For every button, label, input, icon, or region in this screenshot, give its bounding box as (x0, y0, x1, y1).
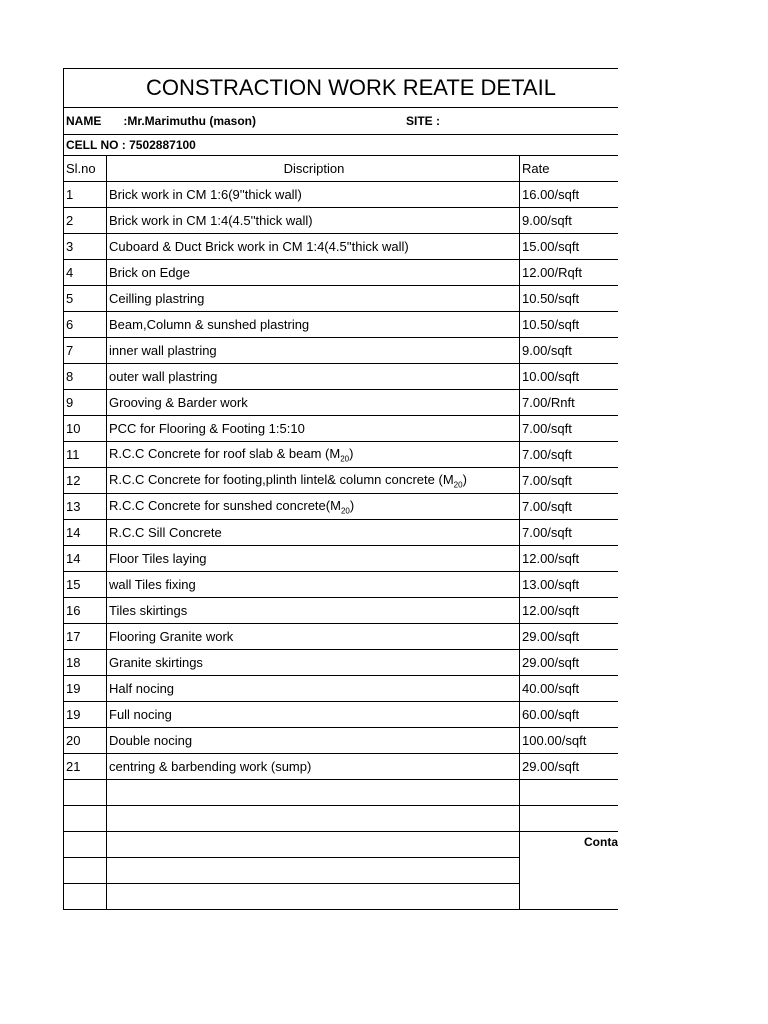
row-description-text: Grooving & Barder work (109, 395, 248, 410)
row-rate: 10.00/sqft (520, 364, 619, 390)
table-row (64, 650, 618, 676)
empty-row (64, 780, 618, 806)
row-description-text: Brick work in CM 1:6(9''thick wall) (109, 187, 302, 202)
row-description-text: Half nocing (109, 681, 175, 696)
table-row (64, 624, 618, 650)
row-description-text: Cuboard & Duct Brick work in CM 1:4(4.5''thick wall) (109, 239, 409, 254)
table-row (64, 520, 618, 546)
contact-cell (520, 832, 619, 910)
row-description-text: Ceilling plastring (109, 291, 205, 306)
row-rate: 40.00/sqft (520, 676, 619, 702)
row-description-tail: ) (349, 497, 355, 513)
row-sl: 6 (64, 312, 107, 338)
table-row (64, 494, 618, 520)
row-sl: 9 (64, 390, 107, 416)
header-row (64, 156, 618, 182)
table-row (64, 468, 618, 494)
row-description (107, 364, 520, 390)
header-sl: Sl.no (64, 156, 107, 182)
row-sl: 14 (64, 520, 107, 546)
row-sl: 18 (64, 650, 107, 676)
table-row (64, 546, 618, 572)
row-rate: 7.00/sqft (520, 520, 619, 546)
row-sl: 21 (64, 754, 107, 780)
row-description (107, 390, 520, 416)
row-description (107, 468, 520, 494)
table-row (64, 702, 618, 728)
row-description-text: R.C.C Concrete for roof slab & beam (M (109, 445, 341, 461)
row-rate: 7.00/Rnft (520, 390, 619, 416)
row-rate: 7.00/sqft (520, 416, 619, 442)
row-rate: 9.00/sqft (520, 338, 619, 364)
table-row (64, 364, 618, 390)
row-rate: 29.00/sqft (520, 754, 619, 780)
row-description (107, 208, 520, 234)
row-rate: 7.00/sqft (520, 494, 619, 520)
row-sl: 17 (64, 624, 107, 650)
row-description-text: R.C.C Concrete for sunshed concrete(M (109, 497, 341, 513)
row-sl: 10 (64, 416, 107, 442)
row-description-text: centring & barbending work (sump) (109, 759, 312, 774)
row-description (107, 182, 520, 208)
row-sl: 2 (64, 208, 107, 234)
row-description-text: Double nocing (109, 733, 193, 748)
row-rate: 10.50/sqft (520, 312, 619, 338)
table-row (64, 754, 618, 780)
row-rate: 100.00/sqft (520, 728, 619, 754)
table-row (64, 442, 618, 468)
empty-cell (107, 832, 520, 858)
row-sl: 14 (64, 546, 107, 572)
row-description (107, 754, 520, 780)
row-description-text: inner wall plastring (109, 343, 217, 358)
row-description-text: Tiles skirtings (109, 603, 188, 618)
row-rate: 9.00/sqft (520, 208, 619, 234)
row-rate: 29.00/sqft (520, 624, 619, 650)
row-rate: 13.00/sqft (520, 572, 619, 598)
row-description-text: Full nocing (109, 707, 172, 722)
row-description (107, 338, 520, 364)
row-description-tail: ) (462, 471, 467, 487)
cell-number: CELL NO : 7502887100 (64, 135, 618, 156)
row-description (107, 260, 520, 286)
empty-cell (64, 832, 107, 858)
table-row (64, 338, 618, 364)
row-sl: 5 (64, 286, 107, 312)
row-description (107, 234, 520, 260)
row-rate: 7.00/sqft (520, 442, 619, 468)
row-description (107, 312, 520, 338)
row-description (107, 598, 520, 624)
table-row (64, 286, 618, 312)
row-rate: 15.00/sqft (520, 234, 619, 260)
row-description (107, 650, 520, 676)
row-rate: 12.00/sqft (520, 598, 619, 624)
row-description-text: Flooring Granite work (109, 629, 234, 644)
row-subscript: 20 (340, 454, 350, 464)
site-label: SITE : (406, 114, 441, 128)
row-description (107, 494, 520, 520)
empty-cell (107, 806, 520, 832)
row-description (107, 728, 520, 754)
row-subscript: 20 (453, 480, 463, 490)
row-sl: 20 (64, 728, 107, 754)
row-sl: 19 (64, 676, 107, 702)
row-description-text: Beam,Column & sunshed plastring (109, 317, 310, 332)
empty-row (64, 806, 618, 832)
row-sl: 3 (64, 234, 107, 260)
row-description (107, 572, 520, 598)
row-description-text: Floor Tiles laying (109, 551, 207, 566)
empty-cell (107, 884, 520, 910)
empty-cell (520, 780, 619, 806)
row-description-text: PCC for Flooring & Footing 1:5:10 (109, 421, 305, 436)
empty-cell (64, 780, 107, 806)
row-rate: 60.00/sqft (520, 702, 619, 728)
row-sl: 11 (64, 442, 107, 468)
row-sl: 8 (64, 364, 107, 390)
empty-cell (64, 806, 107, 832)
table-row (64, 598, 618, 624)
row-sl: 12 (64, 468, 107, 494)
row-rate: 29.00/sqft (520, 650, 619, 676)
table-row (64, 208, 618, 234)
contact-label: Conta (584, 835, 618, 849)
name-label: NAME (66, 114, 102, 128)
row-description (107, 624, 520, 650)
empty-cell (520, 806, 619, 832)
row-description-text: Brick work in CM 1:4(4.5''thick wall) (109, 213, 313, 228)
row-description (107, 286, 520, 312)
sheet-title: CONSTRACTION WORK REATE DETAIL (64, 69, 618, 108)
row-sl: 16 (64, 598, 107, 624)
row-description-text: R.C.C Sill Concrete (109, 525, 222, 540)
row-description (107, 442, 520, 468)
row-sl: 19 (64, 702, 107, 728)
row-description (107, 702, 520, 728)
row-description-text: Granite skirtings (109, 655, 203, 670)
row-rate: 12.00/Rqft (520, 260, 619, 286)
row-sl: 1 (64, 182, 107, 208)
empty-cell (64, 884, 107, 910)
row-description (107, 546, 520, 572)
empty-cell (107, 858, 520, 884)
rate-table (64, 156, 618, 910)
table-row (64, 234, 618, 260)
row-description-text: wall Tiles fixing (109, 577, 196, 592)
rate-sheet (63, 68, 618, 910)
name-row (64, 108, 618, 135)
table-row (64, 182, 618, 208)
header-description: Discription (107, 156, 520, 182)
row-sl: 15 (64, 572, 107, 598)
table-row (64, 260, 618, 286)
table-row (64, 312, 618, 338)
table-row (64, 676, 618, 702)
row-sl: 4 (64, 260, 107, 286)
row-rate: 12.00/sqft (520, 546, 619, 572)
row-description-text: R.C.C Concrete for footing,plinth lintel& column concrete (M (109, 471, 454, 487)
row-description-tail: ) (349, 445, 354, 461)
header-rate: Rate (520, 156, 619, 182)
row-sl: 7 (64, 338, 107, 364)
row-rate: 7.00/sqft (520, 468, 619, 494)
row-subscript: 20 (340, 506, 350, 516)
table-row (64, 572, 618, 598)
empty-cell (64, 858, 107, 884)
row-rate: 16.00/sqft (520, 182, 619, 208)
table-row (64, 416, 618, 442)
row-sl: 13 (64, 494, 107, 520)
row-rate: 10.50/sqft (520, 286, 619, 312)
row-description (107, 676, 520, 702)
row-description-text: outer wall plastring (109, 369, 218, 384)
name-value: :Mr.Marimuthu (mason) (123, 114, 257, 128)
row-description (107, 416, 520, 442)
empty-row (64, 832, 618, 858)
table-row (64, 728, 618, 754)
empty-cell (107, 780, 520, 806)
table-row (64, 390, 618, 416)
row-description (107, 520, 520, 546)
row-description-text: Brick on Edge (109, 265, 190, 280)
